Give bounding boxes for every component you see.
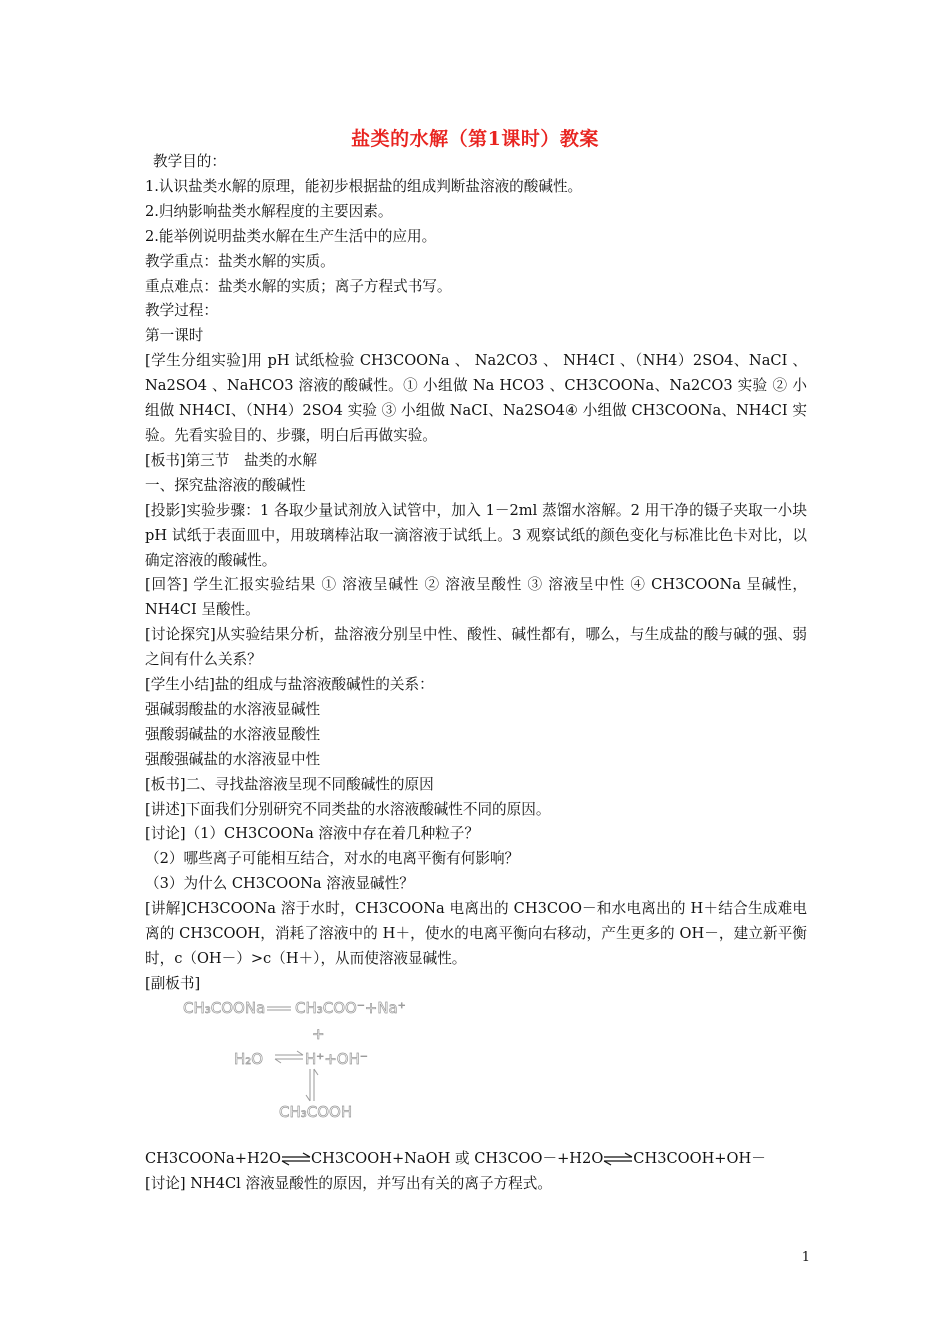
process-heading: 教学过程： xyxy=(145,302,218,320)
scheme-row1-right: CH₃COO⁻+Na⁺ xyxy=(295,998,406,1017)
discussion-q2: （2）哪些离子可能相互结合，对水的电离平衡有何影响？ xyxy=(145,850,520,868)
student-summary: [学生小结]盐的组成与盐溶液酸碱性的关系： xyxy=(145,676,434,694)
scheme-row3: CH₃COOH xyxy=(279,1102,353,1121)
hydrolysis-scheme-diagram xyxy=(145,997,565,1147)
lesson-one: 第一课时 xyxy=(145,327,204,345)
equation-part-2: CH3COOH+NaOH 或 CH3COO－+H2O xyxy=(310,1149,604,1167)
teaching-goals-heading: 教学目的： xyxy=(153,153,226,170)
group-experiment-paragraph: [学生分组实验]用 pH 试纸检验 CH3COONa 、 Na2CO3 、 NH4CI 、（NH4）2SO4、NaCI 、Na2SO4 、NaHCO3 溶液的酸碱性。① 小组做 Na HCO3 、CH3COONa、Na2CO3 实验 ② 小组做 NH4CI、（NH4）2SO4 实验 ③ 小组做 NaCI、Na2SO4④ 小组做 CH3COONa、NH4CI 实验。先看实验目的、步骤，明白后再做实验。 xyxy=(145,352,807,444)
hydrolysis-equation xyxy=(145,1147,807,1172)
hydrolysis-scheme xyxy=(145,997,807,1147)
board-section-2: [板书]二、寻找盐溶液呈现不同酸碱性的原因 xyxy=(145,775,434,793)
answer-results: [回答] 学生汇报实验结果 ① 溶液呈碱性 ② 溶液呈酸性 ③ 溶液呈中性 ④ CH3COONa 呈碱性，NH4CI 呈酸性。 xyxy=(145,576,807,619)
summary-item-2: 强酸弱碱盐的水溶液显酸性 xyxy=(145,725,321,743)
narration: [讲述]下面我们分别研究不同类盐的水溶液酸碱性不同的原因。 xyxy=(145,800,551,818)
goal-3: 2.能举例说明盐类水解在生产生活中的应用。 xyxy=(145,227,437,245)
scheme-row2-right: H⁺+OH⁻ xyxy=(305,1049,368,1068)
equilibrium-arrow-icon xyxy=(281,1152,311,1166)
page-number: 1 xyxy=(801,1250,810,1265)
key-point: 教学重点：盐类水解的实质。 xyxy=(145,252,335,270)
summary-item-1: 强碱弱酸盐的水溶液显碱性 xyxy=(145,700,321,718)
discussion-q3: （3）为什么 CH3COONa 溶液显碱性？ xyxy=(145,875,414,893)
explanation-paragraph: [讲解]CH3COONa 溶于水时，CH3COONa 电离出的 CH3COO－和水电离出的 H＋结合生成难电离的 CH3COOH，消耗了溶液中的 H＋，使水的电离平衡向右移动，产生更多的 OH－，建立新平衡时，c（OH－）>c（H＋），从而使溶液显碱性。 xyxy=(145,900,807,967)
scheme-plus-sign: + xyxy=(312,1024,325,1043)
document-title: 盐类的水解（第1课时）教案 xyxy=(351,128,599,150)
projection-steps: [投影]实验步骤：1 各取少量试剂放入试管中，加入 1－2ml 蒸馏水溶解。2 用干净的镊子夹取一小块 pH 试纸于表面皿中，用玻璃棒沾取一滴溶液于试纸上。3 观察试纸的颜色变化与标准比色卡对比，以确定溶液的酸碱性。 xyxy=(145,501,807,569)
scheme-dissociation-arrow xyxy=(267,1007,291,1010)
goal-1: 1.认识盐类水解的原理，能初步根据盐的组成判断盐溶液的酸碱性。 xyxy=(145,177,583,195)
discussion-q1: [讨论]（1）CH3COONa 溶液中存在着几种粒子？ xyxy=(145,825,479,843)
scheme-vertical-equilibrium-arrow xyxy=(306,1069,318,1101)
summary-item-3: 强酸强碱盐的水溶液显中性 xyxy=(145,750,321,768)
document-body xyxy=(145,150,807,1197)
scheme-row1-left: CH₃COONa xyxy=(183,998,266,1017)
equilibrium-arrow-icon xyxy=(603,1152,633,1166)
equation-part-1: CH3COONa+H2O xyxy=(145,1149,281,1167)
equation-part-3: CH3COOH+OH－ xyxy=(633,1149,766,1167)
discussion-nh4cl: [讨论] NH4Cl 溶液显酸性的原因，并写出有关的离子方程式。 xyxy=(145,1174,552,1192)
explore-heading: 一、探究盐溶液的酸碱性 xyxy=(145,476,306,494)
sub-board-heading: [副板书] xyxy=(145,974,201,992)
discussion-explore: [讨论探究]从实验结果分析，盐溶液分别呈中性、酸性、碱性都有，哪么，与生成盐的酸与碱的强、弱之间有什么关系？ xyxy=(145,626,807,669)
board-section-3: [板书]第三节 盐类的水解 xyxy=(145,451,317,469)
goal-2: 2.归纳影响盐类水解程度的主要因素。 xyxy=(145,202,393,220)
difficult-point: 重点难点：盐类水解的实质；离子方程式书写。 xyxy=(145,277,452,295)
scheme-row2-left: H₂O xyxy=(234,1049,264,1068)
scheme-equilibrium-arrow xyxy=(275,1051,303,1063)
